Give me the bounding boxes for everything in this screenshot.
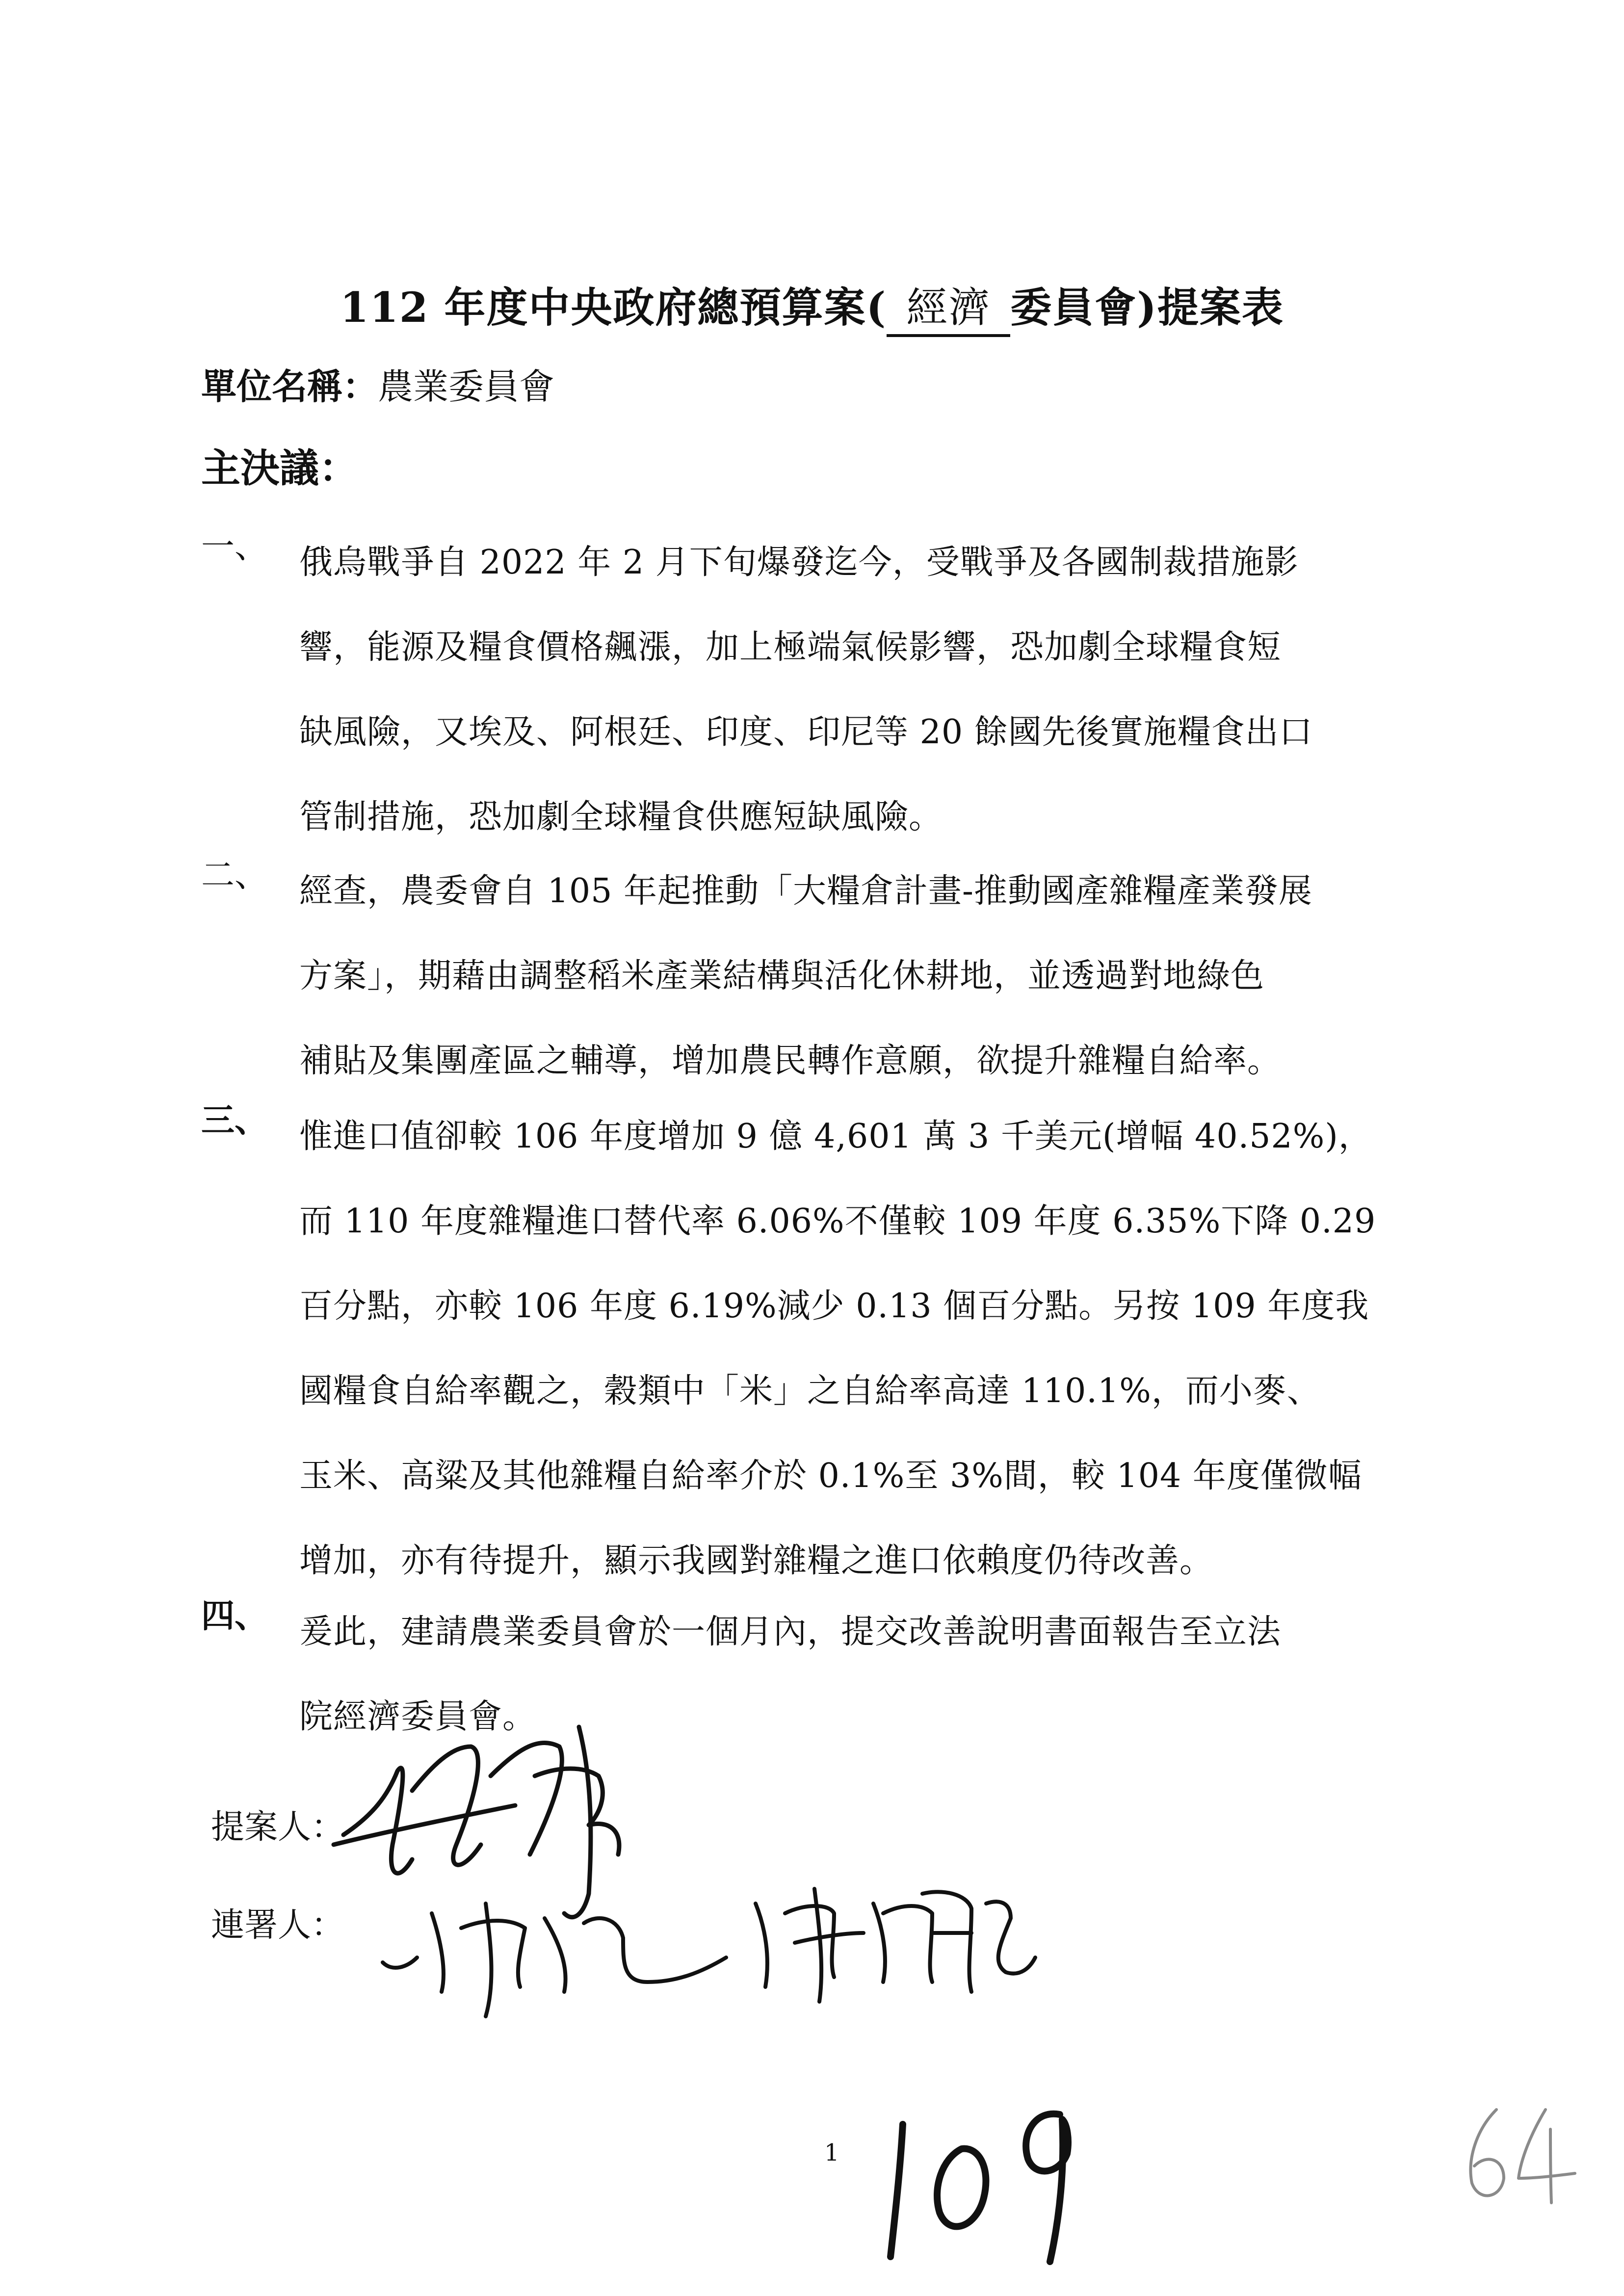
unit-label: 單位名稱： — [201, 365, 378, 407]
item-line: 缺風險，又埃及、阿根廷、印度、印尼等 20 餘國先後實施糧食出口 — [299, 713, 1313, 752]
item-body — [299, 1094, 1457, 1603]
item-line: 惟進口值卻較 106 年度增加 9 億 4,601 萬 3 千美元(增幅 40.52%)， — [299, 1117, 1372, 1156]
handwritten-corner-mark — [1470, 2110, 1575, 2203]
item-line: 管制措施，恐加劇全球糧食供應短缺風險。 — [299, 798, 943, 836]
item-line: 國糧食自給率觀之，穀類中「米」之自給率高達 110.1%，而小麥、 — [299, 1372, 1321, 1410]
item-body — [299, 849, 1457, 1103]
item-line: 院經濟委員會。 — [299, 1697, 537, 1736]
cosigner-signature — [756, 1889, 1035, 2002]
item-body — [299, 1590, 1457, 1759]
item-line: 方案」，期藉由調整稻米產業結構與活化休耕地，並透過對地綠色 — [299, 957, 1265, 995]
item-body — [299, 520, 1457, 860]
item-line: 百分點，亦較 106 年度 6.19%減少 0.13 個百分點。另按 109 年度我 — [299, 1287, 1369, 1326]
item-line: 爰此，建請農業委員會於一個月內，提交改善說明書面報告至立法 — [299, 1613, 1282, 1651]
cosigner-label: 連署人： — [211, 1906, 345, 1945]
handwritten-page-mark — [891, 2114, 1068, 2262]
item-number: 二、 — [201, 856, 268, 895]
item-number: 四、 — [201, 1596, 268, 1636]
proposer-label: 提案人： — [211, 1808, 345, 1847]
main-resolution-heading: 主決議： — [201, 445, 358, 491]
item-line: 經查，農委會自 105 年起推動「大糧倉計畫-推動國產雜糧產業發展 — [299, 872, 1312, 911]
item-line: 補貼及集團產區之輔導，增加農民轉作意願，欲提升雜糧自給率。 — [299, 1042, 1282, 1080]
document-title — [0, 275, 1624, 337]
item-line: 響，能源及糧食價格飆漲，加上極端氣候影響，恐加劇全球糧食短 — [299, 628, 1282, 667]
item-number: 三、 — [201, 1101, 268, 1140]
title-prefix: 112 年度中央政府總預算案( — [340, 283, 887, 332]
item-line: 玉米、高粱及其他雜糧自給率介於 0.1%至 3%間，較 104 年度僅微幅 — [299, 1457, 1362, 1495]
unit-row — [201, 358, 554, 409]
item-number: 一、 — [201, 527, 268, 566]
item-line: 而 110 年度雜糧進口替代率 6.06%不僅較 109 年度 6.35%下降 0.29 — [299, 1202, 1376, 1241]
unit-name: 農業委員會 — [378, 366, 555, 407]
item-line: 增加，亦有待提升，顯示我國對雜糧之進口依賴度仍待改善。 — [299, 1541, 1214, 1580]
title-suffix: 委員會)提案表 — [1010, 283, 1284, 332]
cosigner-signature — [383, 1904, 726, 2016]
page-number: 1 — [824, 2139, 839, 2166]
item-line: 俄烏戰爭自 2022 年 2 月下旬爆發迄今，受戰爭及各國制裁措施影 — [299, 543, 1299, 582]
committee-name: 經濟 — [887, 275, 1010, 337]
